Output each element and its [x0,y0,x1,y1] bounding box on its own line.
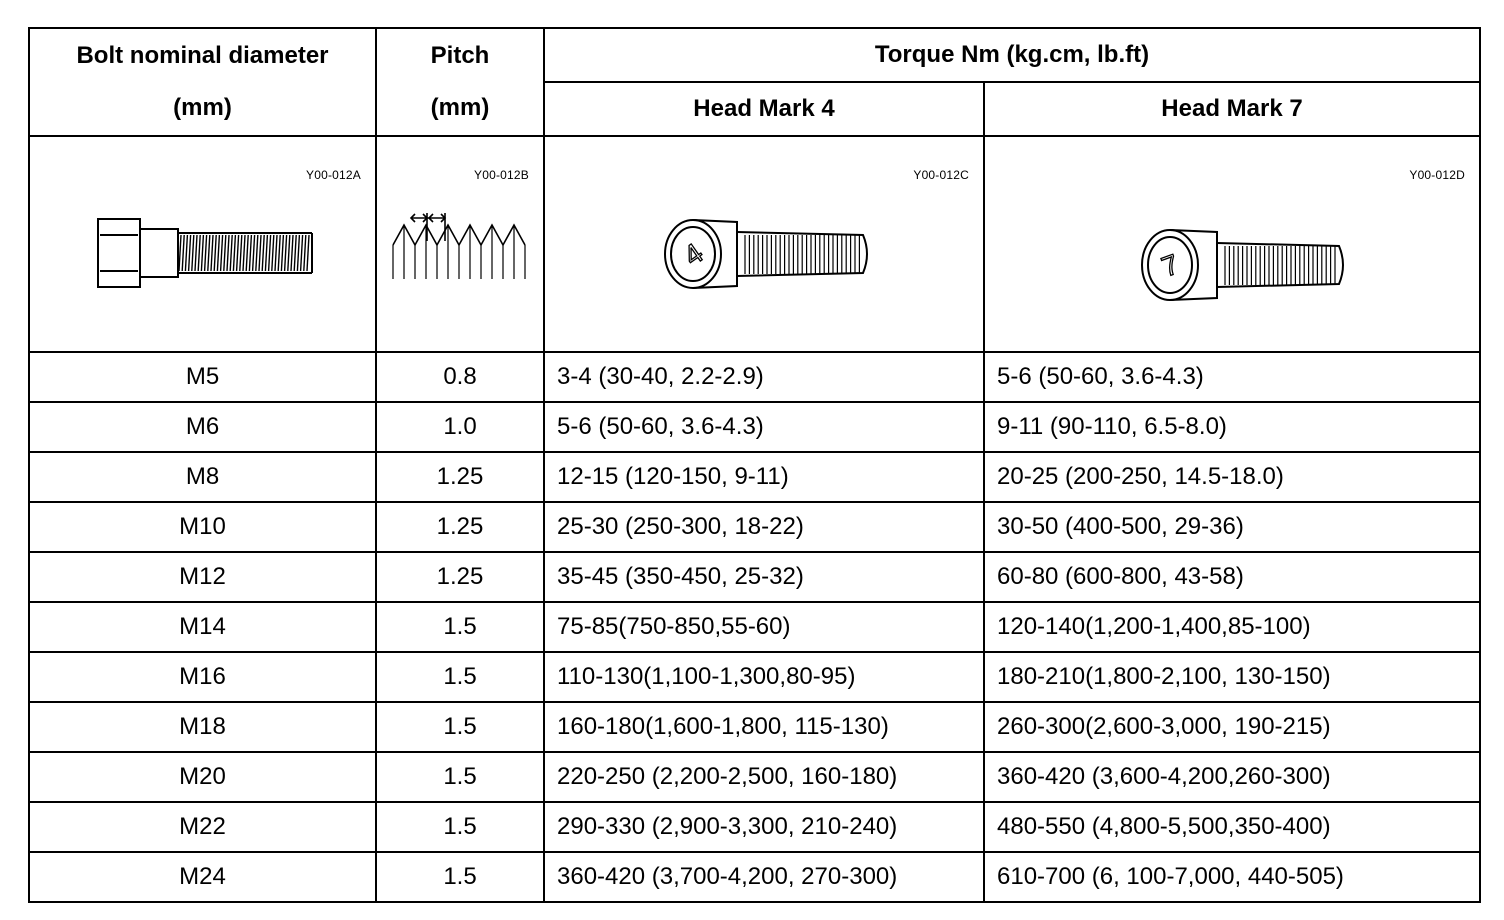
pitch-cell: 1.5 [376,702,544,752]
figure-head-mark-4-cell [544,136,984,352]
table-row [29,802,1480,852]
bolt-size-cell: M12 [29,552,376,602]
torque-head-mark-4-cell: 5-6 (50-60, 3.6-4.3) [544,402,984,452]
figure-code-head-mark-7: Y00-012D [1409,168,1465,182]
table-row [29,402,1480,452]
torque-head-mark-7-cell: 5-6 (50-60, 3.6-4.3) [984,352,1480,402]
bolt-size-cell: M5 [29,352,376,402]
bolt-size-cell: M22 [29,802,376,852]
bolt-size-cell: M24 [29,852,376,902]
torque-head-mark-4-cell: 12-15 (120-150, 9-11) [544,452,984,502]
table-row [29,652,1480,702]
pitch-cell: 1.25 [376,502,544,552]
header-bolt-diameter-line1: Bolt nominal diameter [76,42,329,69]
torque-head-mark-7-cell: 30-50 (400-500, 29-36) [984,502,1480,552]
header-bolt-diameter-line2: (mm) [173,94,232,121]
torque-head-mark-7-cell: 60-80 (600-800, 43-58) [984,552,1480,602]
bolt-size-cell: M8 [29,452,376,502]
torque-head-mark-4-cell: 3-4 (30-40, 2.2-2.9) [544,352,984,402]
torque-head-mark-7-cell: 260-300(2,600-3,000, 190-215) [984,702,1480,752]
torque-head-mark-7-cell: 20-25 (200-250, 14.5-18.0) [984,452,1480,502]
pitch-cell: 1.5 [376,852,544,902]
table-row [29,452,1480,502]
table-row [29,552,1480,602]
bolt-size-cell: M20 [29,752,376,802]
pitch-cell: 1.5 [376,752,544,802]
torque-head-mark-7-cell: 360-420 (3,600-4,200,260-300) [984,752,1480,802]
torque-head-mark-4-cell: 25-30 (250-300, 18-22) [544,502,984,552]
torque-head-mark-4-cell: 35-45 (350-450, 25-32) [544,552,984,602]
header-pitch [376,28,544,136]
table-row [29,352,1480,402]
table-row [29,502,1480,552]
figure-code-pitch: Y00-012B [474,168,529,182]
pitch-cell: 1.25 [376,552,544,602]
torque-head-mark-4-cell: 75-85(750-850,55-60) [544,602,984,652]
bolt-head-mark-7-icon [985,137,1479,351]
figure-code-bolt-side: Y00-012A [306,168,361,182]
bolt-size-cell: M10 [29,502,376,552]
torque-rows [29,352,1480,902]
bolt-size-cell: M6 [29,402,376,452]
pitch-cell: 1.25 [376,452,544,502]
torque-head-mark-4-cell: 110-130(1,100-1,300,80-95) [544,652,984,702]
torque-head-mark-7-cell: 120-140(1,200-1,400,85-100) [984,602,1480,652]
bolt-size-cell: M16 [29,652,376,702]
figure-head-mark-7-cell [984,136,1480,352]
torque-spec-table [28,27,1481,903]
pitch-cell: 1.5 [376,802,544,852]
figure-row [29,136,1480,352]
table-row [29,752,1480,802]
figure-bolt-side-cell [29,136,376,352]
head-mark-7-glyph: 7 [1157,248,1183,283]
pitch-cell: 1.5 [376,602,544,652]
torque-head-mark-7-cell: 610-700 (6, 100-7,000, 440-505) [984,852,1480,902]
torque-head-mark-7-cell: 9-11 (90-110, 6.5-8.0) [984,402,1480,452]
pitch-cell: 0.8 [376,352,544,402]
header-head-mark-4: Head Mark 4 [544,82,984,136]
table-row [29,702,1480,752]
header-bolt-diameter [29,28,376,136]
pitch-cell: 1.0 [376,402,544,452]
torque-head-mark-7-cell: 180-210(1,800-2,100, 130-150) [984,652,1480,702]
bolt-size-cell: M14 [29,602,376,652]
bolt-side-view-icon [30,137,375,351]
head-mark-4-glyph: 4 [678,237,709,272]
torque-head-mark-4-cell: 360-420 (3,700-4,200, 270-300) [544,852,984,902]
header-row-1 [29,28,1480,82]
bolt-size-cell: M18 [29,702,376,752]
header-pitch-line1: Pitch [430,42,490,69]
header-torque: Torque Nm (kg.cm, lb.ft) [544,28,1480,82]
pitch-cell: 1.5 [376,652,544,702]
header-head-mark-7: Head Mark 7 [984,82,1480,136]
thread-pitch-icon [377,137,543,351]
table-row [29,602,1480,652]
torque-head-mark-4-cell: 290-330 (2,900-3,300, 210-240) [544,802,984,852]
figure-code-head-mark-4: Y00-012C [913,168,969,182]
torque-head-mark-4-cell: 160-180(1,600-1,800, 115-130) [544,702,984,752]
header-pitch-line2: (mm) [430,94,490,121]
table-row [29,852,1480,902]
bolt-head-mark-4-icon [545,137,983,351]
torque-head-mark-4-cell: 220-250 (2,200-2,500, 160-180) [544,752,984,802]
figure-pitch-cell [376,136,544,352]
torque-head-mark-7-cell: 480-550 (4,800-5,500,350-400) [984,802,1480,852]
